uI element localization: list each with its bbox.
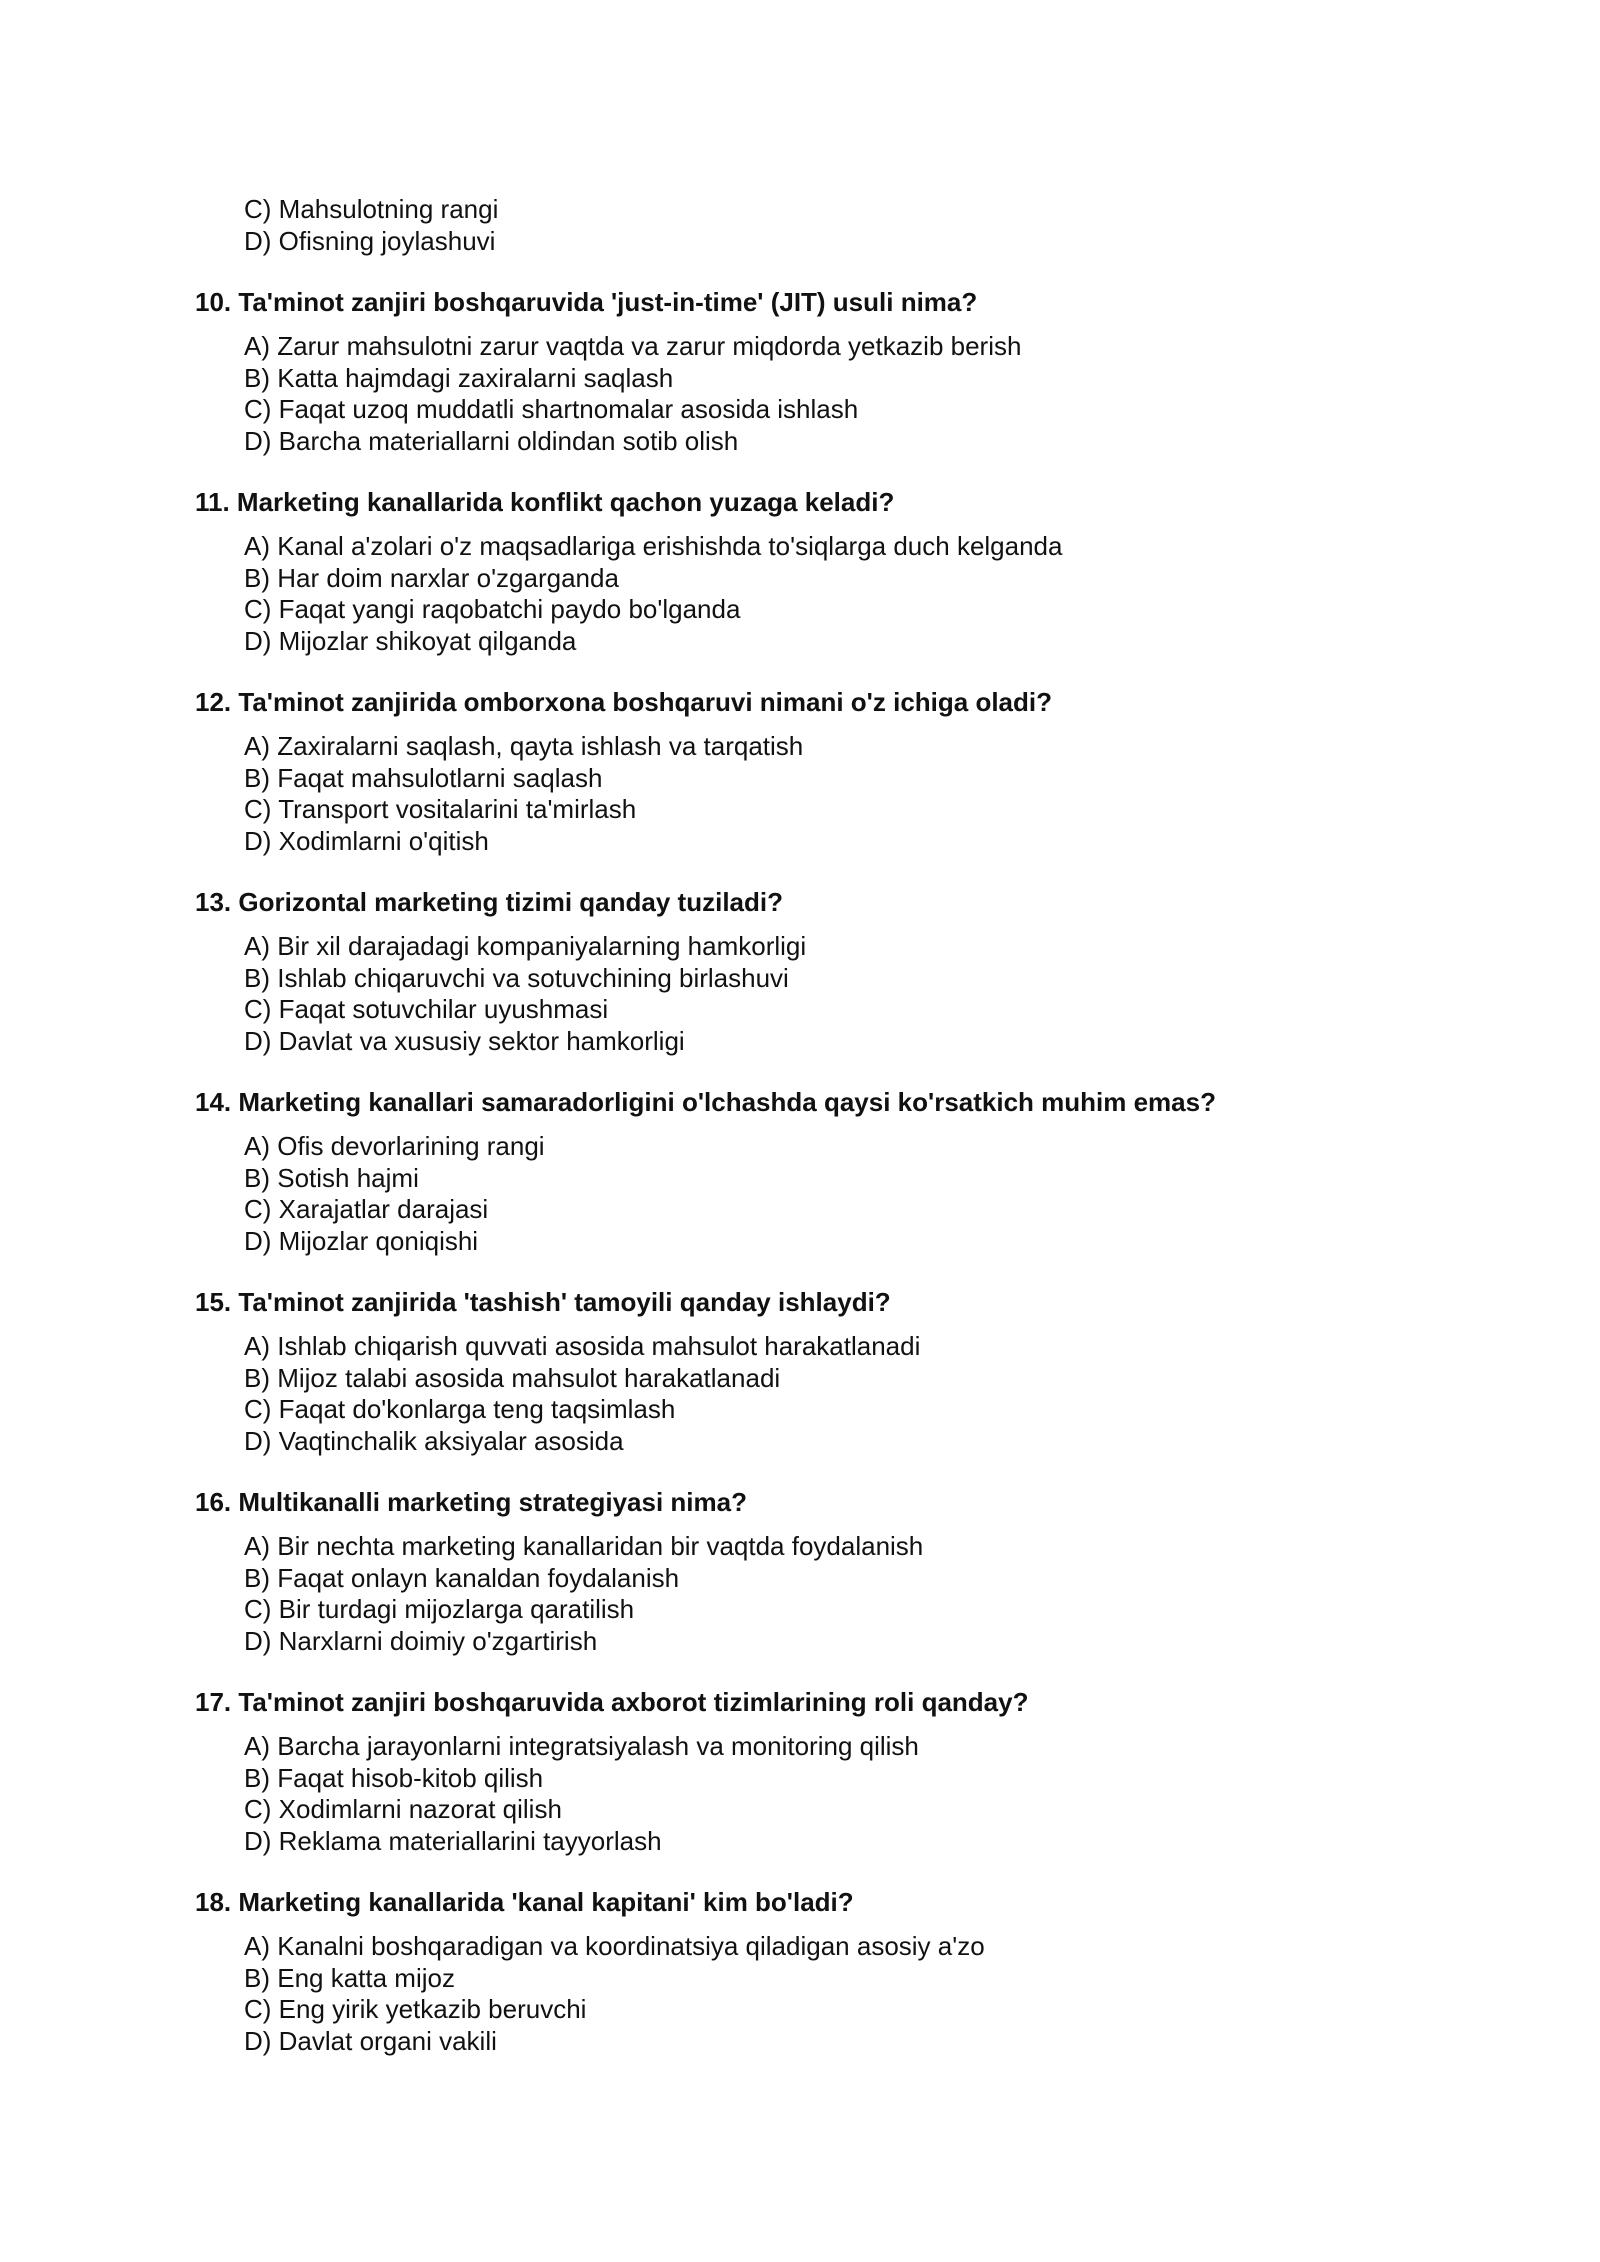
option-b: B) Faqat mahsulotlarni saqlash	[244, 762, 603, 793]
option-c: C) Eng yirik yetkazib beruvchi	[244, 1994, 587, 2024]
option-b: B) Sotish hajmi	[244, 1162, 419, 1193]
question-title: 15. Ta'minot zanjirida 'tashish' tamoyili qanday ishlaydi?	[195, 1287, 891, 1317]
option-d: D) Davlat va xususiy sektor hamkorligi	[244, 1025, 685, 1056]
option-c: C) Xodimlarni nazorat qilish	[244, 1794, 562, 1824]
option-d: D) Barcha materiallarni oldindan sotib olish	[244, 425, 739, 456]
question-title: 12. Ta'minot zanjirida omborxona boshqaruvi nimani o'z ichiga oladi?	[195, 687, 1052, 717]
option-a: A) Kanal a'zolari o'z maqsadlariga erishishda to'siqlarga duch kelganda	[244, 531, 1063, 561]
option-b: B) Har doim narxlar o'zgarganda	[244, 562, 619, 593]
question-title: 13. Gorizontal marketing tizimi qanday tuziladi?	[195, 887, 783, 917]
option-d: D) Mijozlar qoniqishi	[244, 1225, 479, 1256]
option-b: B) Mijoz talabi asosida mahsulot harakatlanadi	[244, 1362, 781, 1393]
question-list	[195, 286, 1445, 2086]
option-c: C) Mahsulotning rangi	[244, 194, 499, 224]
option-b: B) Katta hajmdagi zaxiralarni saqlash	[244, 362, 674, 393]
option-d: D) Mijozlar shikoyat qilganda	[244, 625, 577, 656]
question-title: 18. Marketing kanallarida 'kanal kapitani' kim bo'ladi?	[195, 1887, 854, 1917]
option-d: D) Reklama materiallarini tayyorlash	[244, 1825, 662, 1856]
option-b: B) Faqat hisob-kitob qilish	[244, 1762, 544, 1793]
option-a: A) Kanalni boshqaradigan va koordinatsiya qiladigan asosiy a'zo	[244, 1931, 985, 1961]
question-16	[195, 1486, 1445, 1686]
option-d: D) Narxlarni doimiy o'zgartirish	[244, 1625, 598, 1656]
answer-options	[244, 531, 1445, 657]
option-c: C) Faqat uzoq muddatli shartnomalar asosida ishlash	[244, 394, 859, 424]
question-13	[195, 886, 1445, 1086]
answer-options	[244, 1331, 1445, 1457]
option-a: A) Bir nechta marketing kanallaridan bir vaqtda foydalanish	[244, 1531, 924, 1561]
answer-options	[244, 1531, 1445, 1657]
option-c: C) Xarajatlar darajasi	[244, 1194, 489, 1224]
question-10	[195, 286, 1445, 486]
answer-options	[244, 1131, 1445, 1257]
question-18	[195, 1886, 1445, 2086]
option-d: D) Xodimlarni o'qitish	[244, 825, 489, 856]
question-title: 11. Marketing kanallarida konflikt qachon yuzaga keladi?	[195, 487, 895, 517]
question-title: 14. Marketing kanallari samaradorligini o'lchashda qaysi ko'rsatkich muhim emas?	[195, 1087, 1216, 1117]
question-12	[195, 686, 1445, 886]
question-title: 17. Ta'minot zanjiri boshqaruvida axborot tizimlarining roli qanday?	[195, 1687, 1029, 1717]
question-title: 16. Multikanalli marketing strategiyasi nima?	[195, 1487, 747, 1517]
option-a: A) Ofis devorlarining rangi	[244, 1131, 545, 1161]
option-c: C) Bir turdagi mijozlarga qaratilish	[244, 1594, 635, 1624]
option-a: A) Bir xil darajadagi kompaniyalarning hamkorligi	[244, 931, 807, 961]
option-a: A) Barcha jarayonlarni integratsiyalash va monitoring qilish	[244, 1731, 919, 1761]
answer-options	[244, 731, 1445, 857]
option-c: C) Transport vositalarini ta'mirlash	[244, 794, 637, 824]
question-14	[195, 1086, 1445, 1286]
option-a: A) Zarur mahsulotni zarur vaqtda va zarur miqdorda yetkazib berish	[244, 331, 1022, 361]
answer-options	[244, 931, 1445, 1057]
option-c: C) Faqat yangi raqobatchi paydo bo'lganda	[244, 594, 741, 624]
answer-options	[244, 331, 1445, 457]
option-a: A) Zaxiralarni saqlash, qayta ishlash va tarqatish	[244, 731, 804, 761]
question-11	[195, 486, 1445, 686]
answer-options	[244, 1931, 1445, 2057]
option-a: A) Ishlab chiqarish quvvati asosida mahsulot harakatlanadi	[244, 1331, 921, 1361]
question-15	[195, 1286, 1445, 1486]
option-b: B) Faqat onlayn kanaldan foydalanish	[244, 1562, 680, 1593]
option-d: D) Davlat organi vakili	[244, 2025, 497, 2056]
option-c: C) Faqat sotuvchilar uyushmasi	[244, 994, 609, 1024]
option-c: C) Faqat do'konlarga teng taqsimlash	[244, 1394, 676, 1424]
question-17	[195, 1686, 1445, 1886]
option-b: B) Ishlab chiqaruvchi va sotuvchining birlashuvi	[244, 962, 789, 993]
option-b: B) Eng katta mijoz	[244, 1962, 455, 1993]
option-d: D) Ofisning joylashuvi	[244, 225, 496, 256]
continued-options	[244, 194, 498, 257]
question-title: 10. Ta'minot zanjiri boshqaruvida 'just-in-time' (JIT) usuli nima?	[195, 287, 978, 317]
option-d: D) Vaqtinchalik aksiyalar asosida	[244, 1425, 624, 1456]
answer-options	[244, 1731, 1445, 1857]
